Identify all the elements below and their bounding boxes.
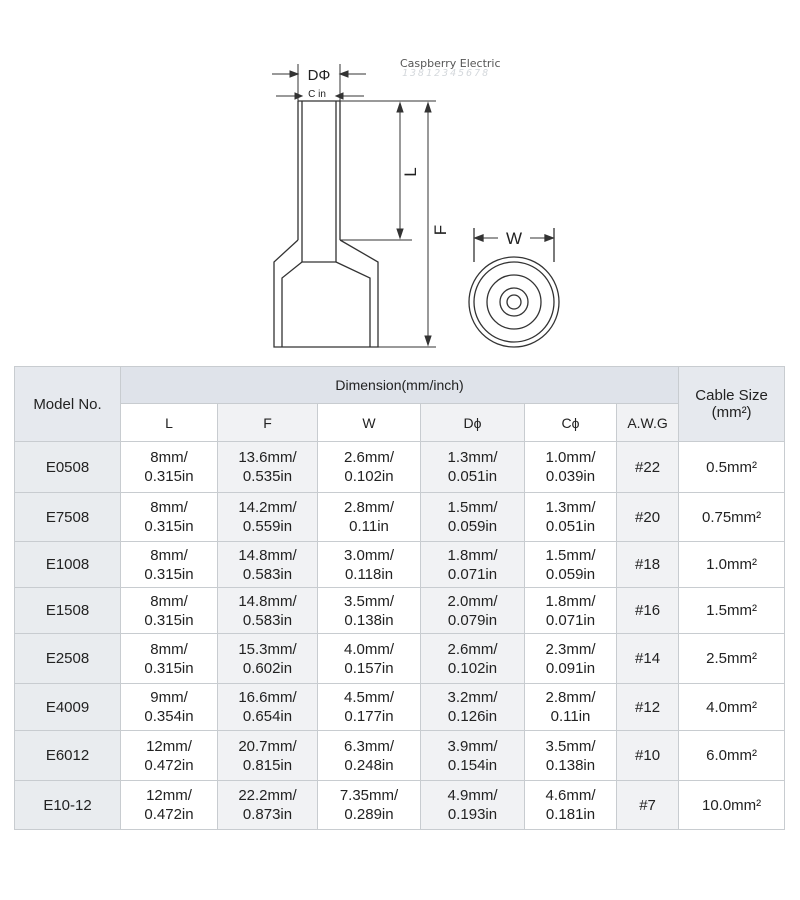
l-cell: 9mm/ 0.354in — [121, 684, 218, 731]
w-cell: 4.5mm/ 0.177in — [318, 684, 421, 731]
c-phi-cell: 4.6mm/ 0.181in — [525, 781, 617, 830]
f-cell: 22.2mm/ 0.873in — [218, 781, 318, 830]
cable-size-cell: 2.5mm² — [679, 634, 785, 684]
awg-cell: #22 — [617, 442, 679, 493]
model-cell: E7508 — [15, 493, 121, 542]
model-cell: E10-12 — [15, 781, 121, 830]
w-cell: 2.6mm/ 0.102in — [318, 442, 421, 493]
cable-size-unit: (mm²) — [711, 404, 752, 421]
table-row — [15, 634, 785, 684]
w-cell: 7.35mm/ 0.289in — [318, 781, 421, 830]
awg-cell: #20 — [617, 493, 679, 542]
awg-cell: #14 — [617, 634, 679, 684]
l-cell: 12mm/ 0.472in — [121, 781, 218, 830]
watermark-phone: 13812345678 — [402, 68, 491, 79]
c-phi-cell: 2.3mm/ 0.091in — [525, 634, 617, 684]
f-cell: 16.6mm/ 0.654in — [218, 684, 318, 731]
l-cell: 8mm/ 0.315in — [121, 442, 218, 493]
d-phi-label: DΦ — [307, 67, 331, 84]
d-phi-cell: 1.8mm/ 0.071in — [421, 542, 525, 588]
table-row — [15, 542, 785, 588]
model-cell: E2508 — [15, 634, 121, 684]
model-cell: E1508 — [15, 588, 121, 634]
awg-cell: #10 — [617, 731, 679, 781]
awg-cell: #16 — [617, 588, 679, 634]
awg-cell: #12 — [617, 684, 679, 731]
c-phi-cell: 1.8mm/ 0.071in — [525, 588, 617, 634]
l-cell: 8mm/ 0.315in — [121, 588, 218, 634]
table-row — [15, 731, 785, 781]
table-row — [15, 781, 785, 830]
table-row — [15, 493, 785, 542]
column-header-d-phi: Dϕ — [421, 404, 525, 442]
d-phi-cell: 3.9mm/ 0.154in — [421, 731, 525, 781]
awg-cell: #7 — [617, 781, 679, 830]
f-dimension — [378, 101, 436, 347]
c-phi-cell: 3.5mm/ 0.138in — [525, 731, 617, 781]
d-phi-cell: 2.6mm/ 0.102in — [421, 634, 525, 684]
l-cell: 8mm/ 0.315in — [121, 634, 218, 684]
column-header-w: W — [318, 404, 421, 442]
d-phi-cell: 4.9mm/ 0.193in — [421, 781, 525, 830]
column-header-l: L — [121, 404, 218, 442]
model-cell: E0508 — [15, 442, 121, 493]
cable-size-cell: 0.5mm² — [679, 442, 785, 493]
w-cell: 4.0mm/ 0.157in — [318, 634, 421, 684]
column-header-c-phi: Cϕ — [525, 404, 617, 442]
table-row — [15, 442, 785, 493]
column-header-f: F — [218, 404, 318, 442]
ferrule-technical-drawing — [0, 0, 800, 360]
c-phi-cell: 1.5mm/ 0.059in — [525, 542, 617, 588]
cable-size-cell: 0.75mm² — [679, 493, 785, 542]
d-phi-cell: 1.3mm/ 0.051in — [421, 442, 525, 493]
w-cell: 3.0mm/ 0.118in — [318, 542, 421, 588]
d-phi-cell: 1.5mm/ 0.059in — [421, 493, 525, 542]
model-cell: E4009 — [15, 684, 121, 731]
f-cell: 20.7mm/ 0.815in — [218, 731, 318, 781]
d-phi-cell: 3.2mm/ 0.126in — [421, 684, 525, 731]
w-cell: 3.5mm/ 0.138in — [318, 588, 421, 634]
cable-size-header — [679, 367, 785, 442]
model-cell: E1008 — [15, 542, 121, 588]
c-phi-cell: 1.0mm/ 0.039in — [525, 442, 617, 493]
ferrule-side-view — [274, 101, 378, 347]
l-cell: 12mm/ 0.472in — [121, 731, 218, 781]
f-label: F — [431, 224, 450, 236]
f-cell: 13.6mm/ 0.535in — [218, 442, 318, 493]
cable-size-cell: 10.0mm² — [679, 781, 785, 830]
awg-cell: #18 — [617, 542, 679, 588]
table-row — [15, 684, 785, 731]
dimension-header: Dimension(mm/inch) — [121, 367, 679, 404]
cable-size-cell: 4.0mm² — [679, 684, 785, 731]
w-label: W — [505, 229, 523, 248]
spec-table — [14, 366, 785, 830]
l-cell: 8mm/ 0.315in — [121, 493, 218, 542]
d-phi-cell: 2.0mm/ 0.079in — [421, 588, 525, 634]
cable-size-cell: 1.0mm² — [679, 542, 785, 588]
watermark-brand: Caspberry Electric — [400, 57, 501, 70]
l-label: L — [401, 167, 420, 177]
cable-size-cell: 6.0mm² — [679, 731, 785, 781]
f-cell: 15.3mm/ 0.602in — [218, 634, 318, 684]
c-phi-cell: 1.3mm/ 0.051in — [525, 493, 617, 542]
f-cell: 14.8mm/ 0.583in — [218, 588, 318, 634]
cable-size-title: Cable Size — [695, 387, 768, 404]
model-header: Model No. — [15, 367, 121, 442]
w-cell: 2.8mm/ 0.11in — [318, 493, 421, 542]
f-cell: 14.8mm/ 0.583in — [218, 542, 318, 588]
c-in-label: C in — [308, 89, 326, 100]
column-header-awg: A.W.G — [617, 404, 679, 442]
f-cell: 14.2mm/ 0.559in — [218, 493, 318, 542]
table-row — [15, 588, 785, 634]
l-cell: 8mm/ 0.315in — [121, 542, 218, 588]
c-phi-cell: 2.8mm/ 0.11in — [525, 684, 617, 731]
model-cell: E6012 — [15, 731, 121, 781]
cable-size-cell: 1.5mm² — [679, 588, 785, 634]
w-cell: 6.3mm/ 0.248in — [318, 731, 421, 781]
